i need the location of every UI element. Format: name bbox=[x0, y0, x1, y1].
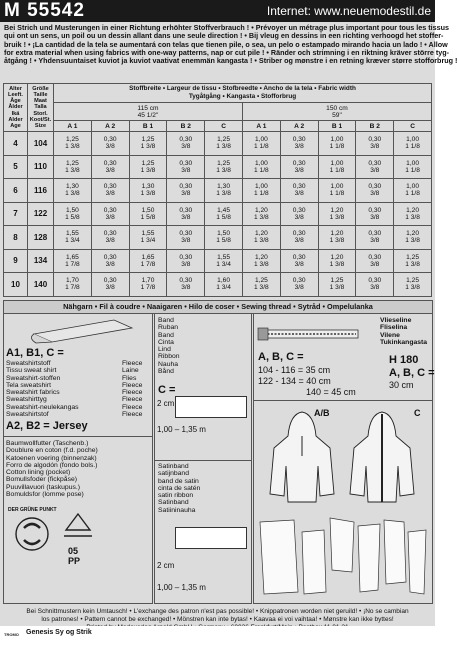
yardage-cell: 1,65 1 7/8 bbox=[129, 249, 167, 273]
band-list: Band Ruban Band Cinta Lind Ribbon Nauha Bånd bbox=[158, 317, 180, 376]
column-header: C bbox=[394, 121, 432, 132]
yardage-cell: 1,55 1 3/4 bbox=[129, 226, 167, 250]
yardage-cell: 1,60 1 3/4 bbox=[205, 273, 243, 297]
yardage-cell: 0,30 3/8 bbox=[280, 132, 318, 156]
yardage-cell: 1,55 1 3/4 bbox=[54, 226, 92, 250]
pattern-number: M 55542 bbox=[4, 0, 85, 21]
view-ab-label: A/B bbox=[314, 408, 330, 418]
yardage-cell: 1,30 1 3/8 bbox=[129, 179, 167, 203]
yardage-cell: 0,30 3/8 bbox=[167, 132, 205, 156]
column-header: B 1 bbox=[129, 121, 167, 132]
yardage-cell: 0,30 3/8 bbox=[280, 226, 318, 250]
yardage-cell: 1,20 1 3/8 bbox=[318, 226, 356, 250]
age-cell: 9 bbox=[4, 249, 28, 273]
band-width: 2 cm bbox=[157, 399, 175, 408]
column-header: A 2 bbox=[280, 121, 318, 132]
yardage-cell: 0,30 3/8 bbox=[167, 273, 205, 297]
yardage-cell: 1,25 1 3/8 bbox=[54, 132, 92, 156]
a2b2-title: A2, B2 = Jersey bbox=[6, 420, 88, 432]
satin-swatch bbox=[175, 527, 247, 549]
band-length: 1,00 – 1,35 m bbox=[157, 425, 206, 434]
yardage-cell: 1,55 1 3/4 bbox=[205, 249, 243, 273]
age-header: Alter Leeft. Âge Ålder Ikä Alder Age bbox=[4, 84, 28, 132]
yardage-cell: 1,25 1 3/8 bbox=[394, 249, 432, 273]
recycle-code: 05 bbox=[68, 546, 79, 556]
width-150: 150 cm 59" bbox=[242, 103, 431, 121]
lining-list: Baumwollfutter (Taschenb.) Doublure en coton (f.d. poche) Katoenen voering (binnenzak) Forro de algodón (fondo bols.) Cotton lining (pocket) Bomullsfoder (fickpåse) Puuvillavuori (taskupus.) Bomuldsfor (lomme pose) bbox=[6, 440, 98, 499]
h180-value: 30 cm bbox=[389, 380, 414, 390]
yardage-cell: 1,65 1 7/8 bbox=[54, 249, 92, 273]
height-header: Größe Taille Maat Talla Storl. Koot/St. Size bbox=[28, 84, 54, 132]
yardage-cell: 1,00 1 1/8 bbox=[318, 155, 356, 179]
yardage-cell: 1,70 1 7/8 bbox=[54, 273, 92, 297]
yardage-cell: 0,30 3/8 bbox=[356, 202, 394, 226]
footer-text: Bei Schnittmustern kein Umtausch! • L'exchange des patron n'est pas possible! • Knippatronen worden niet geruild! • ¡No se cambian los patrones! • Pattern cannot be exchanged! • Mönstren kan inte bytas! • Kaavaa ei voi vaihtaa! • Mønstre kan ikke byttes! bbox=[26, 608, 409, 623]
table-row bbox=[4, 179, 432, 203]
yardage-cell: 1,20 1 3/8 bbox=[394, 226, 432, 250]
store-logo: TROMO bbox=[4, 632, 19, 637]
age-cell: 10 bbox=[4, 273, 28, 297]
fleece-list: Fleece Laine Flies Fleece Fleece Fleece Fleece Fleece bbox=[122, 360, 143, 419]
garment-panel bbox=[253, 313, 433, 604]
sweatshirt-fabric-list: Sweatshirtstoff Tissu sweat shirt Sweatshirt-stoffen Tela sweatshirt Sweatshirt fabrics Sweatshirttyg Sweatshirt-neulekangas Sweatshirtstof bbox=[6, 360, 79, 419]
height-cell: 116 bbox=[28, 179, 54, 203]
satin-width: 2 cm bbox=[157, 561, 175, 570]
yardage-cell: 1,25 1 3/8 bbox=[394, 273, 432, 297]
table-row bbox=[4, 132, 432, 156]
yardage-cell: 0,30 3/8 bbox=[91, 179, 129, 203]
yardage-cell: 1,70 1 7/8 bbox=[129, 273, 167, 297]
yardage-cell: 1,25 1 3/8 bbox=[54, 155, 92, 179]
yardage-cell: 0,30 3/8 bbox=[167, 249, 205, 273]
size-rows bbox=[4, 132, 432, 297]
yardage-cell: 1,25 1 3/8 bbox=[318, 273, 356, 297]
folded-fabric-icon bbox=[4, 316, 150, 344]
yardage-cell: 1,20 1 3/8 bbox=[318, 249, 356, 273]
yardage-cell: 0,30 3/8 bbox=[280, 155, 318, 179]
column-header: B 2 bbox=[356, 121, 394, 132]
zip-title: A, B, C = bbox=[258, 351, 304, 363]
yardage-cell: 0,30 3/8 bbox=[167, 226, 205, 250]
height-cell: 122 bbox=[28, 202, 54, 226]
height-cell: 104 bbox=[28, 132, 54, 156]
green-dot-label-1: DER GRÜNE PUNKT bbox=[8, 507, 57, 513]
yardage-cell: 1,20 1 3/8 bbox=[242, 226, 280, 250]
height-cell: 134 bbox=[28, 249, 54, 273]
yardage-cell: 1,00 1 1/8 bbox=[242, 179, 280, 203]
yardage-cell: 0,30 3/8 bbox=[91, 155, 129, 179]
h180-label: H 180 bbox=[389, 354, 419, 366]
height-cell: 110 bbox=[28, 155, 54, 179]
yardage-cell: 0,30 3/8 bbox=[280, 202, 318, 226]
zipper-icon bbox=[258, 318, 368, 348]
height-cell: 140 bbox=[28, 273, 54, 297]
yardage-cell: 1,25 1 3/8 bbox=[242, 273, 280, 297]
column-header: A 1 bbox=[54, 121, 92, 132]
yardage-cell: 1,20 1 3/8 bbox=[394, 202, 432, 226]
table-row bbox=[4, 249, 432, 273]
yardage-cell: 1,20 1 3/8 bbox=[242, 202, 280, 226]
website: Internet: www.neuemodestil.de bbox=[266, 4, 431, 18]
yardage-cell: 1,50 1 5/8 bbox=[54, 202, 92, 226]
age-cell: 8 bbox=[4, 226, 28, 250]
table-row bbox=[4, 155, 432, 179]
notions-panel bbox=[154, 313, 252, 604]
ribbon-swatch bbox=[175, 396, 247, 418]
column-header-row bbox=[4, 121, 432, 132]
size-table bbox=[3, 83, 432, 297]
zip-row-3: 140 = 45 cm bbox=[306, 387, 356, 397]
fabric-direction-warning: Bei Strich und Musterungen in einer Richtung erhöhter Stoffverbrauch ! • Prévoyer un métrage plus important pour tous les tissus qui ont un sens, un poil ou un dessin allant dans une seule direction ! • Bij vleug en dessins in een richting verhoogd het stoffer- bruik ! • ¡La cantidad de la tela se aumentará con telas que tienen pile, o sea, un pelo o estampado mirando hacia un lado ! • Allow for extra material when using fabrics with one-way patterns, nap or cut pile ! • Ränder och strimning i en riktning kräver större tyg- åtgång ! • Yhdensuuntaiset kuviot ja kuviot vaativat enemmän kangasta ! • Striber og mønstre i en retning kræver større stofforbrug bbox=[4, 23, 454, 66]
satin-length: 1,00 – 1,35 m bbox=[157, 583, 206, 592]
divider bbox=[155, 460, 251, 461]
yardage-cell: 1,20 1 3/8 bbox=[242, 249, 280, 273]
yardage-cell: 1,20 1 3/8 bbox=[318, 202, 356, 226]
column-header: A 2 bbox=[91, 121, 129, 132]
column-header: C bbox=[205, 121, 243, 132]
divider bbox=[4, 436, 152, 437]
column-header: B 1 bbox=[318, 121, 356, 132]
yardage-cell: 0,30 3/8 bbox=[356, 273, 394, 297]
yardage-cell: 1,00 1 1/8 bbox=[394, 132, 432, 156]
yardage-cell: 0,30 3/8 bbox=[356, 155, 394, 179]
yardage-cell: 1,50 1 5/8 bbox=[129, 202, 167, 226]
yardage-cell: 0,30 3/8 bbox=[280, 249, 318, 273]
yardage-cell: 1,45 1 5/8 bbox=[205, 202, 243, 226]
yardage-cell: 0,30 3/8 bbox=[356, 249, 394, 273]
yardage-cell: 1,50 1 5/8 bbox=[205, 226, 243, 250]
yardage-cell: 1,25 1 3/8 bbox=[129, 155, 167, 179]
yardage-cell: 0,30 3/8 bbox=[91, 273, 129, 297]
yardage-cell: 0,30 3/8 bbox=[167, 179, 205, 203]
satin-list: Satinband satijnband band de satin cinta de satén satin ribbon Satinband Satiininauha bbox=[158, 463, 201, 514]
zip-row-2: 122 - 134 = 40 cm bbox=[258, 376, 331, 386]
zip-row-1: 104 - 116 = 35 cm bbox=[258, 365, 331, 375]
table-row bbox=[4, 273, 432, 297]
hoodie-ab-sketch bbox=[270, 412, 334, 502]
yardage-cell: 0,30 3/8 bbox=[91, 132, 129, 156]
height-cell: 128 bbox=[28, 226, 54, 250]
age-cell: 6 bbox=[4, 179, 28, 203]
yardage-cell: 0,30 3/8 bbox=[280, 179, 318, 203]
store-name: Genesis Sy og Strik bbox=[26, 629, 92, 636]
width-115: 115 cm 45 1/2" bbox=[54, 103, 243, 121]
recycle-material: PP bbox=[68, 556, 81, 566]
yardage-cell: 0,30 3/8 bbox=[167, 202, 205, 226]
yardage-cell: 1,25 1 3/8 bbox=[205, 132, 243, 156]
age-cell: 7 bbox=[4, 202, 28, 226]
yardage-cell: 0,30 3/8 bbox=[167, 155, 205, 179]
yardage-cell: 1,00 1 1/8 bbox=[318, 132, 356, 156]
view-c-label: C bbox=[414, 408, 421, 418]
yardage-cell: 1,30 1 3/8 bbox=[54, 179, 92, 203]
recycle-triangle-icon bbox=[64, 514, 92, 536]
yardage-cell: 0,30 3/8 bbox=[91, 202, 129, 226]
table-row bbox=[4, 226, 432, 250]
yardage-cell: 1,25 1 3/8 bbox=[129, 132, 167, 156]
a1b1c-title: A1, B1, C = bbox=[6, 347, 64, 359]
interfacing-list: Vlieseline Fliselina Vilene Tukinkangasta bbox=[380, 317, 428, 346]
fabric-panel bbox=[3, 313, 153, 604]
yardage-cell: 0,30 3/8 bbox=[356, 179, 394, 203]
pattern-pieces bbox=[254, 512, 432, 600]
yardage-cell: 1,00 1 1/8 bbox=[242, 132, 280, 156]
yardage-cell: 1,00 1 1/8 bbox=[318, 179, 356, 203]
yardage-cell: 1,25 1 3/8 bbox=[205, 155, 243, 179]
yardage-cell: 0,30 3/8 bbox=[91, 249, 129, 273]
yardage-cell: 0,30 3/8 bbox=[91, 226, 129, 250]
yardage-cell: 1,00 1 1/8 bbox=[242, 155, 280, 179]
sewing-thread-header: Nähgarn • Fil à coudre • Naaigaren • Hilo de coser • Sewing thread • Sytråd • Ompelulanka bbox=[3, 300, 433, 314]
column-header: B 2 bbox=[167, 121, 205, 132]
store-strip bbox=[0, 626, 435, 647]
yardage-cell: 1,30 1 3/8 bbox=[205, 179, 243, 203]
yardage-cell: 0,30 3/8 bbox=[280, 273, 318, 297]
garment-sketches bbox=[254, 406, 432, 506]
yardage-cell: 0,30 3/8 bbox=[356, 132, 394, 156]
fabric-width-label: Stoffbreite • Largeur de tissu • Stofbreedte • Ancho de la tela • Fabric width Tygåtgång • Kangasta • Stofforbrug bbox=[54, 84, 432, 103]
table-row bbox=[4, 202, 432, 226]
age-cell: 5 bbox=[4, 155, 28, 179]
yardage-cell: 0,30 3/8 bbox=[356, 226, 394, 250]
h180-abc: A, B, C = bbox=[389, 367, 435, 379]
band-c-label: C = bbox=[158, 384, 176, 396]
yardage-cell: 1,00 1 1/8 bbox=[394, 155, 432, 179]
column-header: A 1 bbox=[242, 121, 280, 132]
header-bar bbox=[0, 0, 435, 22]
divider bbox=[254, 400, 432, 401]
yardage-cell: 1,00 1 1/8 bbox=[394, 179, 432, 203]
age-cell: 4 bbox=[4, 132, 28, 156]
